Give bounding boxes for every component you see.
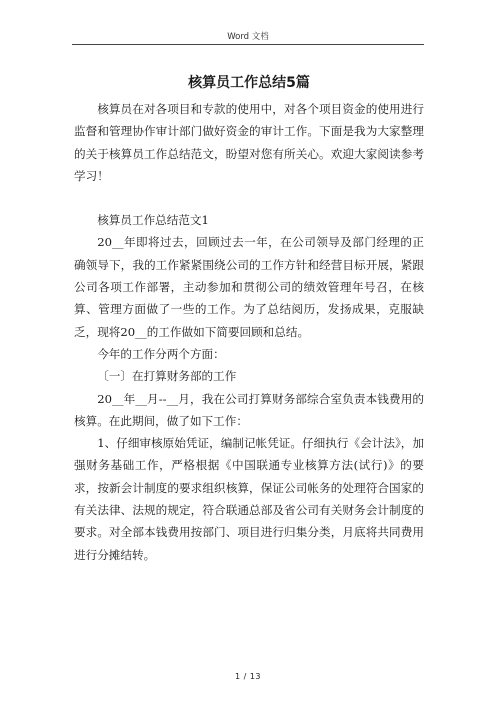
page-number: 1 / 13 — [234, 672, 262, 681]
body-paragraph: 20__年__月--__月，我在公司打算财务部综合室负责本钱费用的核算。在此期间，做了如下工作： — [74, 391, 424, 428]
body-paragraph: 今年的工作分两个方面： — [97, 346, 225, 361]
body-paragraph: 1、仔细审核原始凭证，编制记帐凭证。仔细执行《会计法》，加强财务基础工作，严格根据《中国联通专业核算方法(试行)》的要求，按新会计制度的要求组织核算，保证公司帐务的处理符合国家的有关法律、法规的规定，符合联通总部及省公司有关财务会计制度的要求。对全部本钱费用按部门、项目进行归集分类，月底将共同费用进行分摊结转。 — [74, 436, 424, 562]
blank-line — [74, 187, 424, 209]
page-content — [74, 72, 424, 566]
document-header-label: Word 文档 — [227, 32, 269, 42]
section-heading: 核算员工作总结范文1 — [97, 213, 209, 228]
body-paragraph: 〔一〕在打算财务部的工作 — [97, 369, 237, 384]
body-paragraph: 20__年即将过去，回顾过去一年，在公司领导及部门经理的正确领导下，我的工作紧紧围绕公司的工作方针和经营目标开展，紧跟公司各项工作部署，主动参加和贯彻公司的绩效管理年号召，在核算、管理方面做了一些的工作。为了总结阅历，发扬成果，克服缺乏，现将20__的工作做如下简要回顾和总结。 — [74, 235, 424, 339]
intro-paragraph: 核算员在对各项目和专款的使用中，对各个项目资金的使用进行监督和管理协作审计部门做好资金的审计工作。下面是我为大家整理的关于核算员工作总结范文，盼望对您有所关心。欢迎大家阅读参考学习！ — [74, 102, 424, 183]
header-divider — [72, 44, 424, 45]
document-title: 核算员工作总结5篇 — [188, 75, 310, 91]
